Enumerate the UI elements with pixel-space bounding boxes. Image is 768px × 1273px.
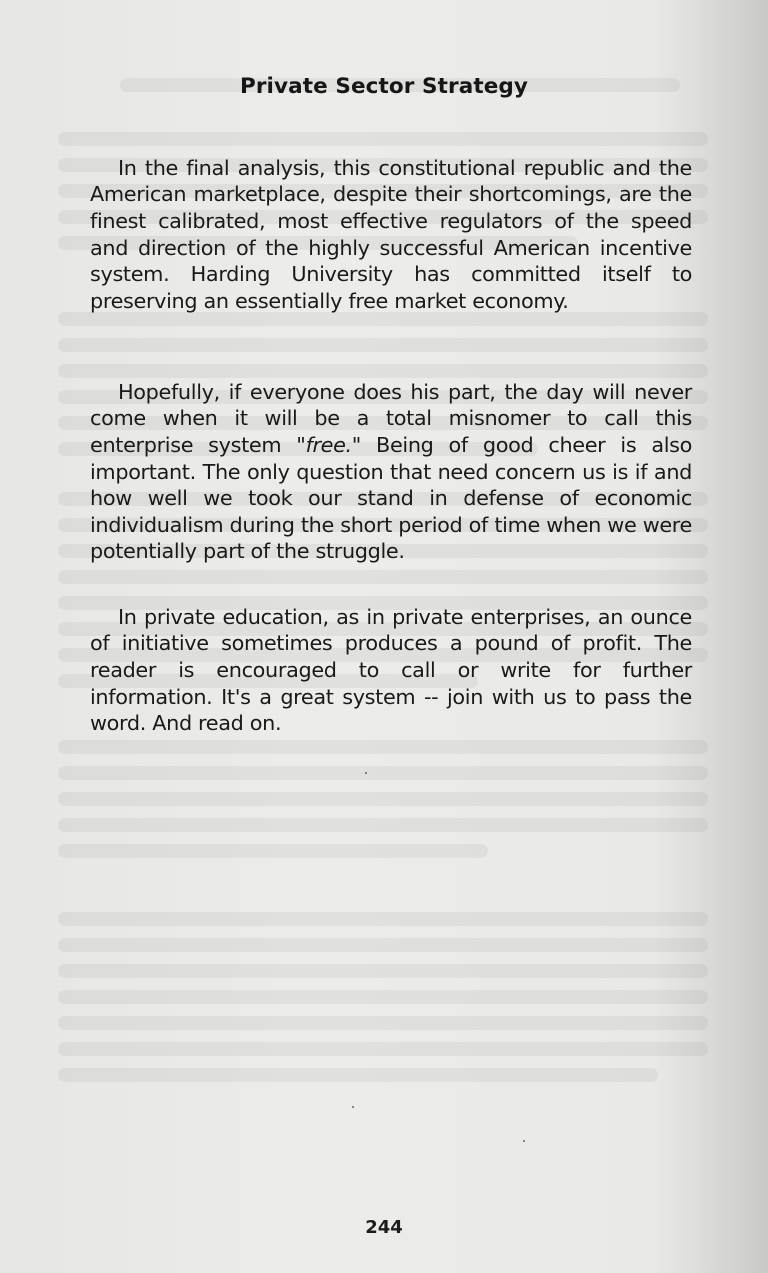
page-number: 244 [365,1217,403,1238]
paragraph-2-italic-word: "free." [296,432,362,457]
paragraph-2-part-1: Hopefully, if everyone does his part, the day will never come when it will be a total misnomer to call this enterprise system [90,379,692,457]
ink-speck [523,1140,525,1142]
paragraph-3: In private education, as in private enterprises, an ounce of initiative sometimes produces a pound of profit. The reader is encouraged to call or write for further information. It's a great system -- join with us to pass the word. And read on. [90,604,692,736]
paragraph-2-part-2: Being of good cheer is also important. The only question that need concern us is if and how well we took our stand in defense of economic individualism during the short period of time when we were potentially part of the struggle. [90,432,692,564]
paragraph-1: In the final analysis, this constitutional republic and the American marketplace, despite their shortcomings, are the finest calibrated, most effective regulators of the speed and direction of the highly successful American incentive system. Harding University has committed itself to preserving an essentially free market economy. [90,155,692,313]
paragraph-2 [90,379,692,565]
ink-speck [352,1106,354,1108]
page-title: Private Sector Strategy [240,74,528,99]
ink-speck [365,772,367,774]
